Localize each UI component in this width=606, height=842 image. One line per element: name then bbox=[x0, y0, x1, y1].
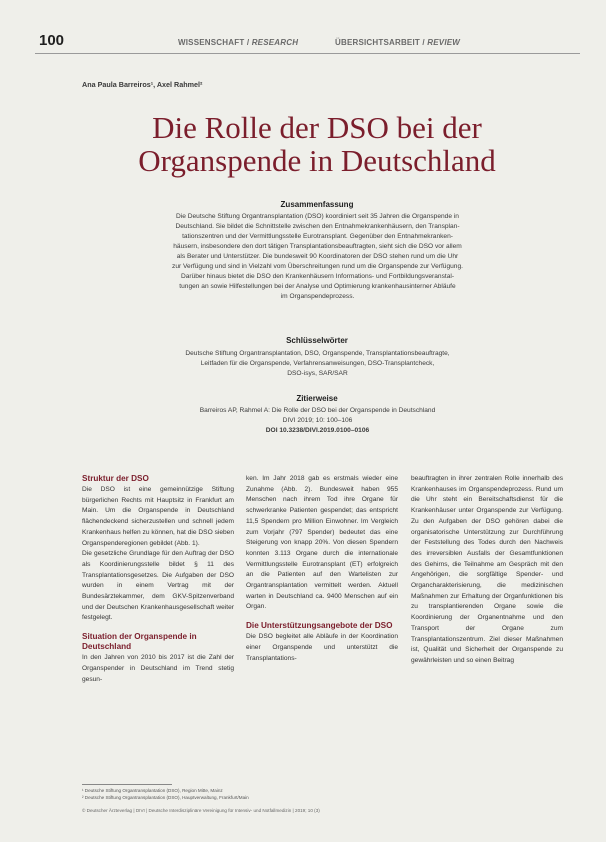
summary-heading: Zusammenfassung bbox=[280, 200, 354, 209]
summary-line: Die Deutsche Stiftung Organtransplantation (DSO) koordiniert seit 35 Jahren die Organspende in bbox=[176, 213, 459, 220]
citation-line: DIVI 2019; 10: 100–106 bbox=[282, 417, 353, 424]
footnote: ² Deutsche Stiftung Organtransplantation (DSO), Hauptverwaltung, Frankfurt/Main bbox=[82, 795, 249, 800]
citation-heading: Zitierweise bbox=[296, 394, 338, 403]
citation-line: Barreiros AP, Rahmel A: Die Rolle der DSO bei der Organspende in Deutschland bbox=[199, 407, 436, 414]
text-column-1 bbox=[82, 474, 234, 685]
text-column-2 bbox=[246, 474, 398, 664]
summary-line: tungen an sowie Hilfestellungen bei der Analyse und Optimierung krankenhausinterner Abläufe bbox=[179, 283, 456, 290]
paragraph: ken. Im Jahr 2018 gab es erstmals wieder eine Zunahme (Abb. 2). Bundesweit haben 955 Menschen nach ihrem Tod ihre Organe für schwerkranke Patienten gespendet; das entspricht 11,5 Spendern pro Million Einwohner. Im Vergleich zum Vorjahr (797 Spender) bedeutet das eine Steigerung von knapp 20%. Von diesen Spendern konnten 3.113 Organe durch die internationale Vermittlungsstelle Eurotransplant (ET) erfolgreich an die Patienten auf den Wartelisten zur Organtransplantation vermittelt werden. Aktuell warten in Deutschland ca. 9400 Menschen auf ein Organ. bbox=[246, 475, 398, 611]
paragraph: beauftragten in ihrer zentralen Rolle innerhalb des Krankenhauses im Organspendeprozess. Rund um die Uhr steht ein Bereitschaftsdienst für die Krankenhäuser unter Organspende zur Verfügung. Zu den Aufgaben der DSO gehören dabei die organisatorische Unterstützung zur Durchführung der Feststellung des Todes durch den Nachweis des irreversiblen Ausfalls der Gesamtfunktionen des Gehirns, die Teilnahme am Gespräch mit den Angehörigen, die sorgfältige Spender- und Organcharakterisierung, die medizinischen Maßnahmen zur Erhaltung der Organfunktionen bis zu transplantierenden Organe sowie die Koordinierung der Organentnahme und den Transport der Organe zum Transplantationszentrum. Ziel dieser Maßnahmen ist, Qualität und Sicherheit der Organspende zu gewährleisten und so einen Beitrag bbox=[411, 475, 563, 664]
page-footer: © Deutscher Ärzteverlag | DIVI | Deutsche Interdisziplinäre Vereinigung für Intensiv- und Notfallmedizin | 2019; 10 (3) bbox=[82, 808, 320, 813]
summary-line: Darüber hinaus bietet die DSO den Krankenhäusern Informations- und Fortbildungsveranstal- bbox=[180, 273, 455, 280]
keywords-line: DSO-isys, SAR/SAR bbox=[287, 370, 348, 377]
summary-line: tationszentren und der Vermittlungsstelle Eurotransplant. Gegenüber den Entnahmekranken- bbox=[182, 233, 453, 240]
summary-text bbox=[125, 212, 510, 302]
keywords-heading: Schlüsselwörter bbox=[286, 336, 348, 345]
header-divider bbox=[35, 53, 580, 54]
summary-line: als Berater und Unterstützer. Die bundesweit 90 Koordinatoren der DSO stehen rund um die Uhr bbox=[176, 253, 459, 260]
summary-line: häusern, insbesondere den dort tätigen Transplantationsbeauftragten, sieht sich die DSO vor allem bbox=[173, 243, 462, 250]
title-line-2: Organspende in Deutschland bbox=[138, 143, 496, 178]
section-heading: Die Unterstützungsangebote der DSO bbox=[246, 621, 393, 631]
paragraph: Die DSO ist eine gemeinnützige Stiftung bürgerlichen Rechts mit Hauptsitz in Frankfurt am Main. Um die Organspende in Deutschland flächendeckend sicherzustellen und schnell jedem Krankenhaus helfen zu können, hat die DSO sieben Organspenderegionen gebildet (Abb. 1). bbox=[82, 486, 234, 547]
section-label-left: WISSENSCHAFT / RESEARCH bbox=[178, 38, 299, 47]
summary-line: Deutschland. Sie bildet die Schnittstelle zwischen den Entnahmekrankenhäusern, den Transplan- bbox=[175, 223, 460, 230]
keywords-text bbox=[125, 349, 510, 379]
paragraph: Die gesetzliche Grundlage für den Auftrag der DSO als Koordinierungsstelle bildet § 11 des Transplantationsgesetzes. Die Aufgaben der DSO wurden in einem Vertrag mit der Bundesärztekammer, dem GKV-Spitzenverband und der Deutschen Krankenhausgesellschaft weiter festgelegt. bbox=[82, 550, 234, 622]
text-column-3 bbox=[411, 474, 563, 667]
summary-line: im Organspendeprozess. bbox=[280, 293, 355, 300]
summary-line: zur Verfügung und sind in Vielzahl vom Überschreitungen rund um die Organspende zur Verfügung. bbox=[172, 263, 463, 270]
paragraph: Die DSO begleitet alle Abläufe in der Koordination einer Organspende und unterstützt die Transplantations- bbox=[246, 633, 398, 662]
article-title bbox=[82, 111, 552, 177]
keywords-line: Leitfaden für die Organspende, Verfahrensanweisungen, DSO-Transplantcheck, bbox=[200, 360, 435, 367]
footnote-divider bbox=[82, 784, 172, 785]
keywords-line: Deutsche Stiftung Organtransplantation, DSO, Organspende, Transplantationsbeauftragte, bbox=[185, 350, 450, 357]
doi: DOI 10.3238/DIVI.2019.0100–0106 bbox=[265, 427, 370, 434]
page-number: 100 bbox=[39, 32, 65, 49]
footnote: ¹ Deutsche Stiftung Organtransplantation (DSO), Region Mitte, Mainz bbox=[82, 788, 223, 793]
section-label-right: ÜBERSICHTSARBEIT / REVIEW bbox=[335, 38, 461, 47]
author-line: Ana Paula Barreiros¹, Axel Rahmel² bbox=[82, 80, 203, 89]
citation-text bbox=[125, 406, 510, 436]
section-heading: Struktur der DSO bbox=[82, 474, 149, 483]
section-heading: Situation der Organspende in Deutschland bbox=[82, 632, 197, 652]
page-header bbox=[0, 0, 606, 60]
title-line-1: Die Rolle der DSO bei der bbox=[152, 110, 482, 145]
paragraph: In den Jahren von 2010 bis 2017 ist die Zahl der Organspender in Deutschland im Trend stetig gesun- bbox=[82, 654, 234, 683]
